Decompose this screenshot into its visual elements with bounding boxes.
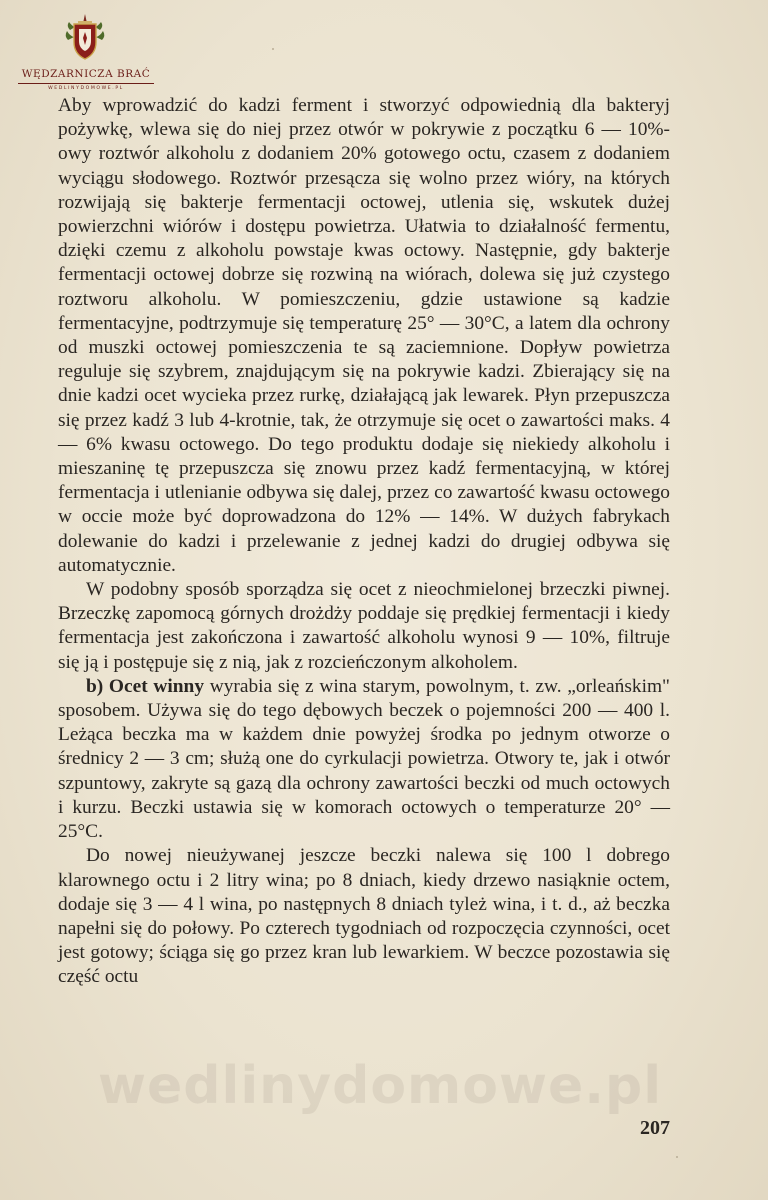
paragraph: W podobny sposób sporządza się ocet z nieochmielonej brzeczki piwnej. Brzeczkę zapomocą górnych drożdży poddaje się prędkiej fermentacji i kiedy fermentacja jest zakończona i zawartość alkoholu wynosi 9 — 10%, filtruje się ją i postępuje się z nią, jak z rozcieńczonym alkoholem. (58, 579, 670, 673)
section-heading: b) Ocet winny (86, 675, 205, 697)
coat-of-arms-icon (64, 12, 106, 64)
logo-title: WĘDZARNICZA BRAĆ (21, 68, 151, 80)
page-number: 207 (640, 1117, 670, 1139)
paragraph: Aby wprowadzić do kadzi ferment i stworzyć odpowiednią dla bakteryj pożywkę, wlewa się do niej przez otwór w pokrywie z początku 6 — 10%-owy roztwór alkoholu z dodaniem 20% gotowego octu, czasem z dodaniem wyciągu słodowego. Roztwór przesącza się wolno przez wióry, na których rozwijają się bakterje fermentacji octowej, utlenia się, wskutek dużej powierzchni wiórów i dostępu powietrza. Ułatwia to działalność fermentu, dzięki czemu z alkoholu powstaje kwas octowy. Następnie, gdy bakterje fermentacji octowej dobrze się rozwiną na wiórach, dolewa się już czystego roztworu alkoholu. W pomieszczeniu, gdzie ustawione są kadzie fermentacyjne, podtrzymuje się temperaturę 25° — 30°C, a latem dla ochrony od muszki octowej pomieszczenia te są zaciemnione. Dopływ powietrza reguluje się szybrem, znajdującym się na pokrywie kadzi. Zbierający się na dnie kadzi ocet wycieka przez rurkę, działającą jak lewarek. Płyn przepuszcza się przez kadź 3 lub 4-krotnie, tak, że otrzymuje się ocet o zawartości maks. 4 — 6% kwasu octowego. Do tego produktu dodaje się niekiedy alkoholu i mieszaninę tę przepuszcza się znowu przez kadź fermentacyjną, w której fermentacja i utlenianie odbywa się dalej, przez co zawartość kwasu octowego w occie może być doprowadzona do 12% — 14%. W dużych fabrykach dolewanie do kadzi i przelewanie z jednej kadzi do drugiej odbywa się automatycznie. (58, 95, 670, 576)
paragraph: Do nowej nieużywanej jeszcze beczki nalewa się 100 l dobrego klarownego octu i 2 litry wina; po 8 dniach, kiedy drzewo nasiąknie octem, dodaje się 3 — 4 l wina, po następnych 8 dniach tyleż wina, i t. d., aż beczka napełni się do połowy. Po czterech tygodniach od rozpoczęcia czynności, ocet jest gotowy; ściąga się go przez kran lub lewarkiem. W beczce pozostawia się część octu (58, 845, 670, 988)
dust-speck (272, 48, 274, 50)
watermark: wedlinydomowe.pl (98, 1056, 663, 1116)
paragraph-text: wyrabia się z wina starym, powolnym, t. zw. „orleańskim" sposobem. Używa się do tego dębowych beczek o pojemności 200 — 400 l. Leżąca beczka ma w każdem dnie powyżej środka po jednym otworze o średnicy 2 — 3 cm; służą one do cyrkulacji powietrza. Otwory te, jak i otwór szpuntowy, zakryte są gazą dla ochrony zawartości beczki od much octowych i kurzu. Beczki ustawia się w komorach octowych o temperaturze 20° — 25°C. (58, 675, 670, 843)
logo-divider (18, 83, 154, 84)
body-text (58, 94, 670, 990)
site-logo[interactable] (14, 8, 154, 90)
paragraph (58, 675, 670, 844)
logo-subtitle: WEDLINYDOMOWE.PL (48, 86, 124, 91)
dust-speck (676, 1156, 678, 1158)
